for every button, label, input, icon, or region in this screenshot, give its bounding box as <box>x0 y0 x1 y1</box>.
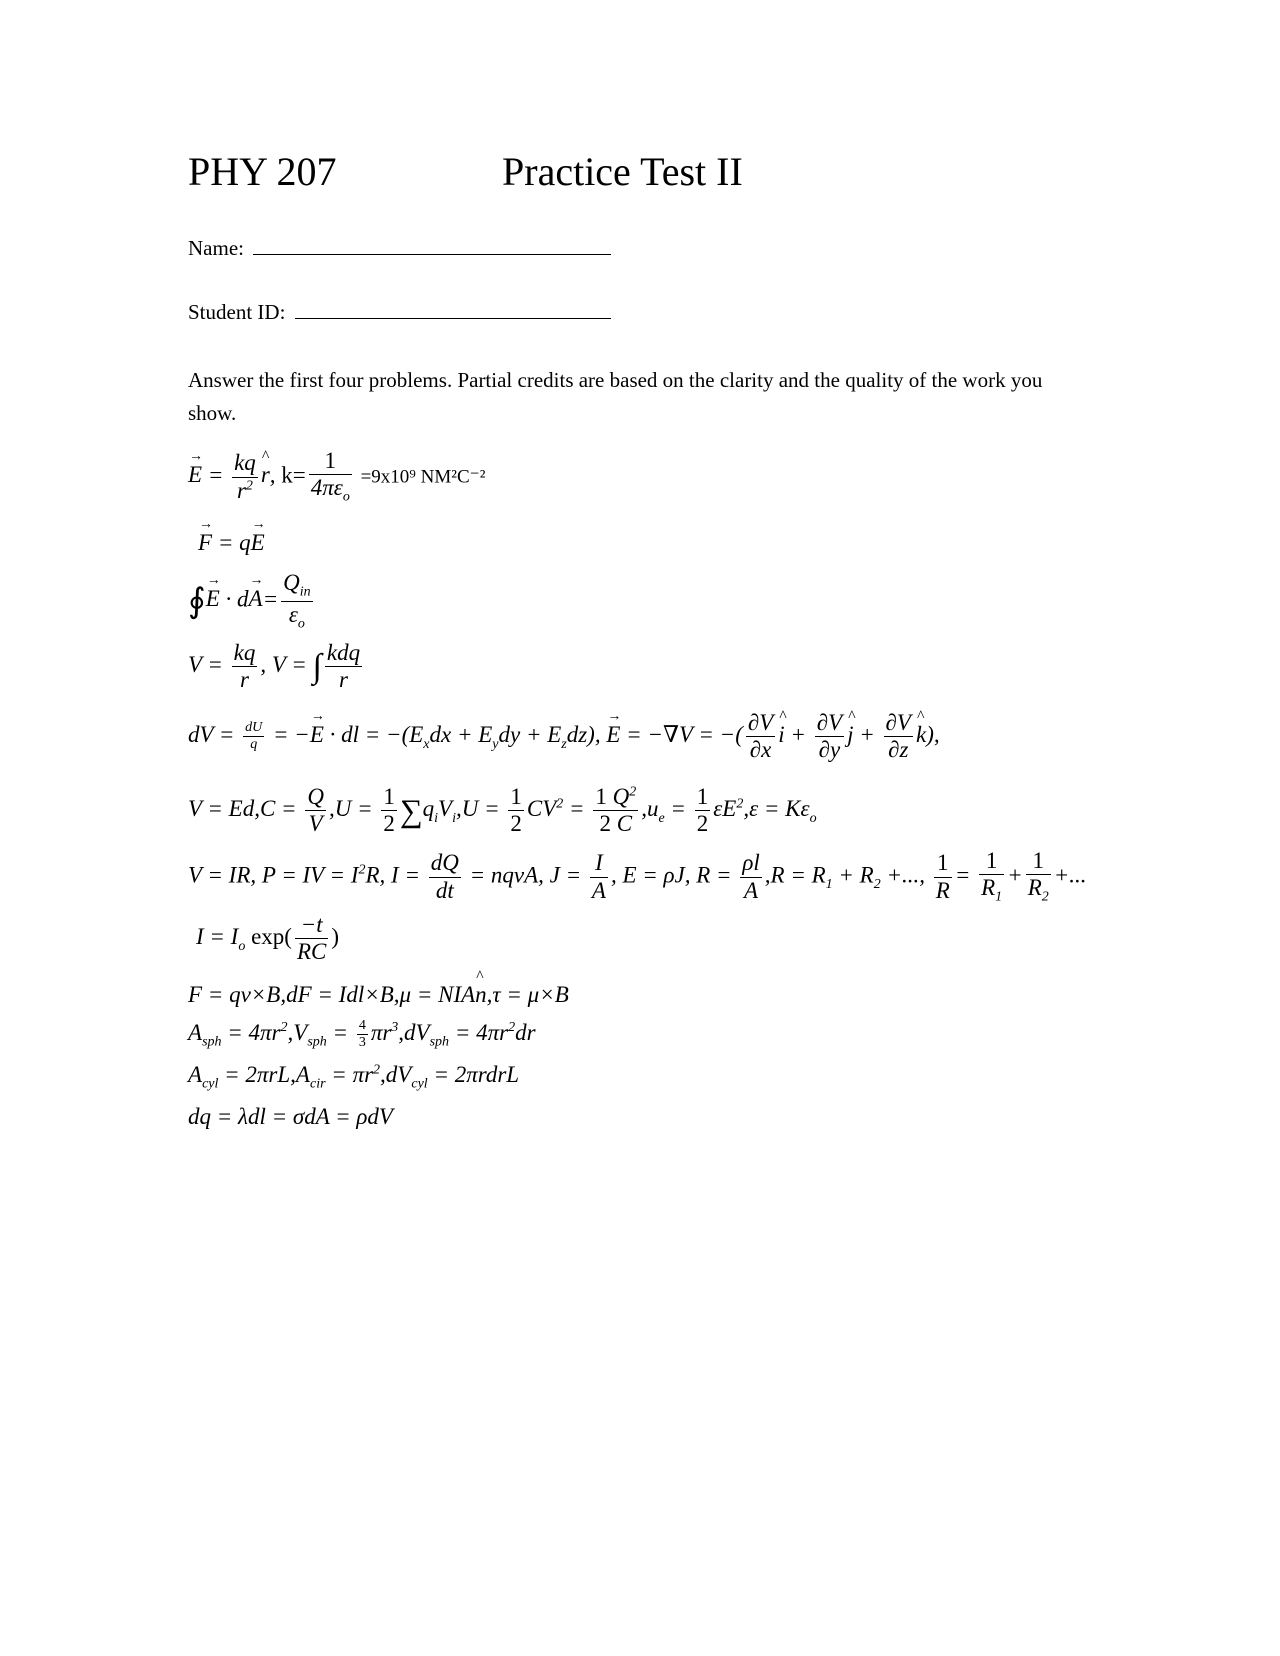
coulomb-constant: =9x10⁹ NM²C⁻² <box>360 466 486 488</box>
instructions-text: Answer the first four problems. Partial credits are based on the clarity and the quality of the work you show. <box>188 368 1043 425</box>
formula-electric-field: → E = $\frac{kq}{r^2}$ ^ r, k= $\frac{1}{4\pi\varepsilon_o}$ =9x10⁹ NM²C⁻² <box>188 448 485 506</box>
student-id-label: Student ID: <box>188 300 286 324</box>
formula-rc-decay: $I = I_o$ exp( $\frac{-t}{RC}$ ) <box>196 912 340 965</box>
formula-capacitance-energy: V = Ed,C = $\frac{Q}{V}$ ,U = $\frac{1}{2}$ $\sum q_iV_i,U$ = $\frac{1}{2}$ $CV^2$ = $\frac{1 Q^2}{2 C}$ $,u_e$ = $\frac{1}{2}$ $\varepsilon E^2,\varepsilon = K\varepsilon_o$ <box>188 784 817 837</box>
formula-sphere: $A_{sph} = 4\pi r^2,V_{sph}$ = $\frac{4}{3}$ $\pi r^3,dV_{sph} = 4\pi r^2dr$ <box>188 1018 536 1051</box>
course-code: PHY 207 <box>188 149 337 194</box>
student-id-blank-line <box>295 300 611 319</box>
page-title: Practice Test II <box>502 149 743 194</box>
name-field <box>188 236 611 261</box>
name-blank-line <box>253 236 611 255</box>
formula-cylinder: $A_{cyl} = 2\pi rL,A_{cir} = \pi r^2,dV_{cyl}$ = 2πrdrL <box>188 1062 520 1092</box>
formula-magnetic-force: F = qv×B,dF = Idl×B,μ = NIA^ n,τ = μ×B <box>188 982 569 1008</box>
name-label: Name: <box>188 236 244 260</box>
formula-force: → F = q→ E <box>198 530 265 556</box>
formula-charge-density: dq = λdl = σdA = ρdV <box>188 1104 393 1129</box>
formula-current-resistance: V = IR, P = IV = $I^2R$, I = $\frac{dQ}{dt}$ = nqvA, J = $\frac{I}{A}$ , E = ρJ, R = $\frac{\rho l}{A}$ $,R = R_1 + R_2$ +..., $\frac{1}{R}$ = $\frac{1}{R_1}$ + $\frac{1}{R_2}$ +... <box>188 848 1087 906</box>
formula-potential: V = $\frac{kq}{r}$ , V = ∫ $\frac{\text{kdq}}{r}$ <box>188 640 361 693</box>
formula-gauss-law: ∮→ E · d→ A= $\frac{Q_{in}}{\varepsilon_o}$ <box>188 570 316 632</box>
student-id-field <box>188 300 611 325</box>
formula-potential-gradient: dV = $\frac{dU}{q}$ = −→ E · dl = $-(E_xdx + E_ydy + E_zdz)$, → E = −∇V = −( $\frac{\partial V}{\partial x}$ ^ i + $\frac{\partial V}{\partial y}$ ^ j + $\frac{\partial V}{\partial z}$ ^ k), <box>188 710 940 764</box>
